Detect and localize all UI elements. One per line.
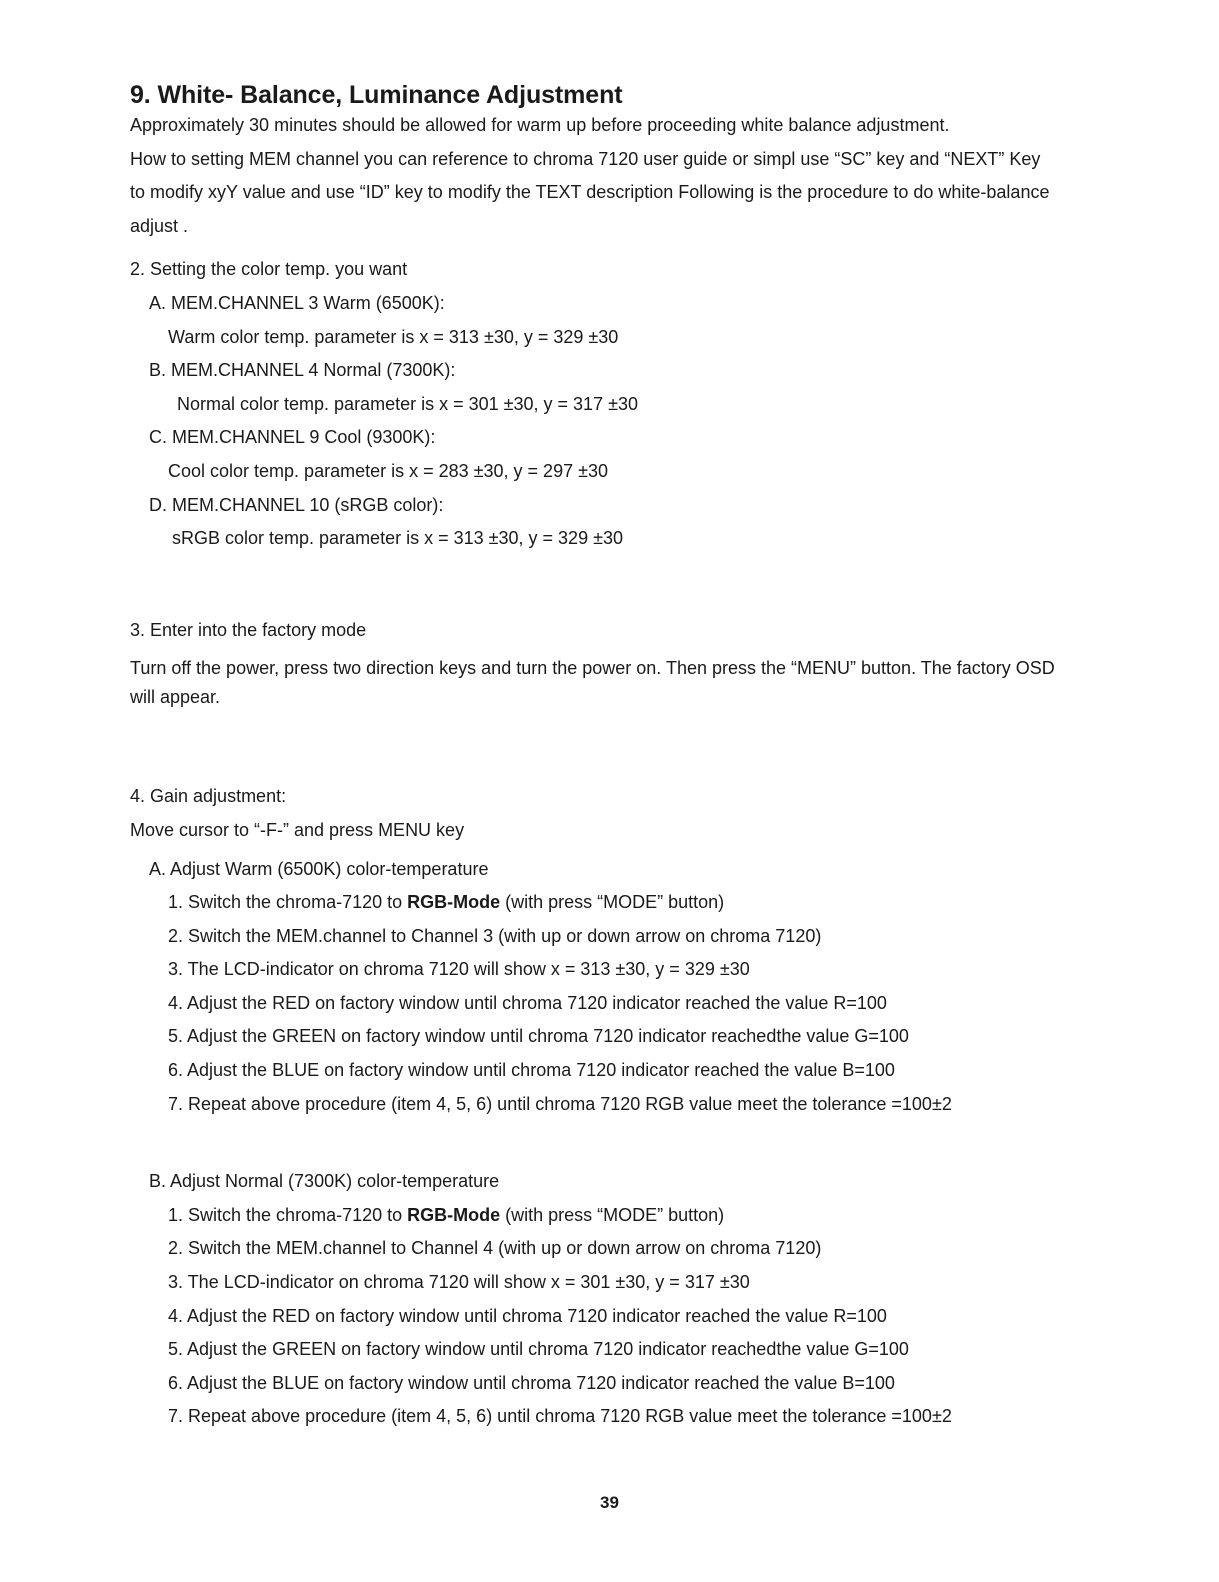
- group-normal: [130, 1165, 1090, 1434]
- procedure-step: 7. Repeat above procedure (item 4, 5, 6) until chroma 7120 RGB value meet the tolerance =100±2: [168, 1093, 952, 1114]
- channel-detail: Warm color temp. parameter is x = 313 ±30, y = 329 ±30: [168, 326, 619, 347]
- procedure-step: 4. Adjust the RED on factory window until chroma 7120 indicator reached the value R=100: [168, 1305, 887, 1326]
- factory-line: Turn off the power, press two direction keys and turn the power on. Then press the “MENU” button. The factory OSD: [130, 658, 1055, 679]
- procedure-step: 4. Adjust the RED on factory window until chroma 7120 indicator reached the value R=100: [168, 992, 887, 1013]
- section-heading: 2. Setting the color temp. you want: [130, 259, 408, 280]
- procedure-step: 5. Adjust the GREEN on factory window until chroma 7120 indicator reachedthe value G=100: [168, 1339, 909, 1360]
- channel-label: A. MEM.CHANNEL 3 Warm (6500K):: [149, 292, 445, 313]
- group-warm: [130, 853, 1090, 1122]
- page-number: 39: [600, 1493, 619, 1512]
- intro-line: to modify xyY value and use “ID” key to modify the TEXT description Following is the procedure to do white-balance: [130, 182, 1050, 203]
- section-color-temp: [130, 253, 1090, 555]
- section-gain-adjustment: [130, 780, 1090, 1434]
- intro-line: How to setting MEM channel you can reference to chroma 7120 user guide or simpl use “SC” key and “NEXT” Key: [130, 148, 1041, 169]
- step-text: (with press “MODE” button): [500, 892, 725, 913]
- step-text: 1. Switch the chroma-7120 to: [168, 892, 408, 913]
- procedure-step: 2. Switch the MEM.channel to Channel 3 (with up or down arrow on chroma 7120): [168, 925, 822, 946]
- intro-paragraph: [130, 109, 1090, 243]
- procedure-step: 5. Adjust the GREEN on factory window until chroma 7120 indicator reachedthe value G=100: [168, 1026, 909, 1047]
- procedure-step: 3. The LCD-indicator on chroma 7120 will show x = 313 ±30, y = 329 ±30: [168, 959, 750, 980]
- rgb-mode-emphasis: RGB-Mode: [407, 892, 501, 913]
- step-text: (with press “MODE” button): [500, 1204, 725, 1225]
- channel-label: C. MEM.CHANNEL 9 Cool (9300K):: [149, 427, 436, 448]
- procedure-step: 3. The LCD-indicator on chroma 7120 will show x = 301 ±30, y = 317 ±30: [168, 1272, 750, 1293]
- group-label: A. Adjust Warm (6500K) color-temperature: [149, 858, 489, 879]
- intro-line: Approximately 30 minutes should be allowed for warm up before proceeding white balance adjustment.: [130, 115, 950, 135]
- channel-label: B. MEM.CHANNEL 4 Normal (7300K):: [149, 360, 456, 381]
- procedure-step: [130, 1199, 1090, 1233]
- group-label: B. Adjust Normal (7300K) color-temperature: [149, 1171, 500, 1192]
- channel-detail: Normal color temp. parameter is x = 301 ±30, y = 317 ±30: [177, 393, 638, 414]
- channel-detail: sRGB color temp. parameter is x = 313 ±30, y = 329 ±30: [172, 528, 623, 549]
- procedure-step: 7. Repeat above procedure (item 4, 5, 6) until chroma 7120 RGB value meet the tolerance =100±2: [168, 1406, 952, 1427]
- section-heading: 4. Gain adjustment:: [130, 786, 287, 807]
- procedure-step: 6. Adjust the BLUE on factory window until chroma 7120 indicator reached the value B=100: [168, 1372, 895, 1393]
- procedure-step: 6. Adjust the BLUE on factory window until chroma 7120 indicator reached the value B=100: [168, 1060, 895, 1081]
- intro-line: adjust .: [130, 215, 189, 236]
- channel-label: D. MEM.CHANNEL 10 (sRGB color):: [149, 494, 444, 515]
- gain-instruction: Move cursor to “-F-” and press MENU key: [130, 819, 465, 840]
- procedure-step: 2. Switch the MEM.channel to Channel 4 (with up or down arrow on chroma 7120): [168, 1238, 822, 1259]
- page-title: 9. White- Balance, Luminance Adjustment: [130, 81, 623, 109]
- section-factory-mode: [130, 614, 1090, 713]
- document-page: [130, 78, 1090, 1434]
- factory-line: will appear.: [130, 687, 221, 708]
- section-heading: 3. Enter into the factory mode: [130, 619, 367, 640]
- procedure-step: [130, 886, 1090, 920]
- channel-detail: Cool color temp. parameter is x = 283 ±30, y = 297 ±30: [168, 460, 608, 481]
- rgb-mode-emphasis: RGB-Mode: [407, 1204, 501, 1225]
- step-text: 1. Switch the chroma-7120 to: [168, 1204, 408, 1225]
